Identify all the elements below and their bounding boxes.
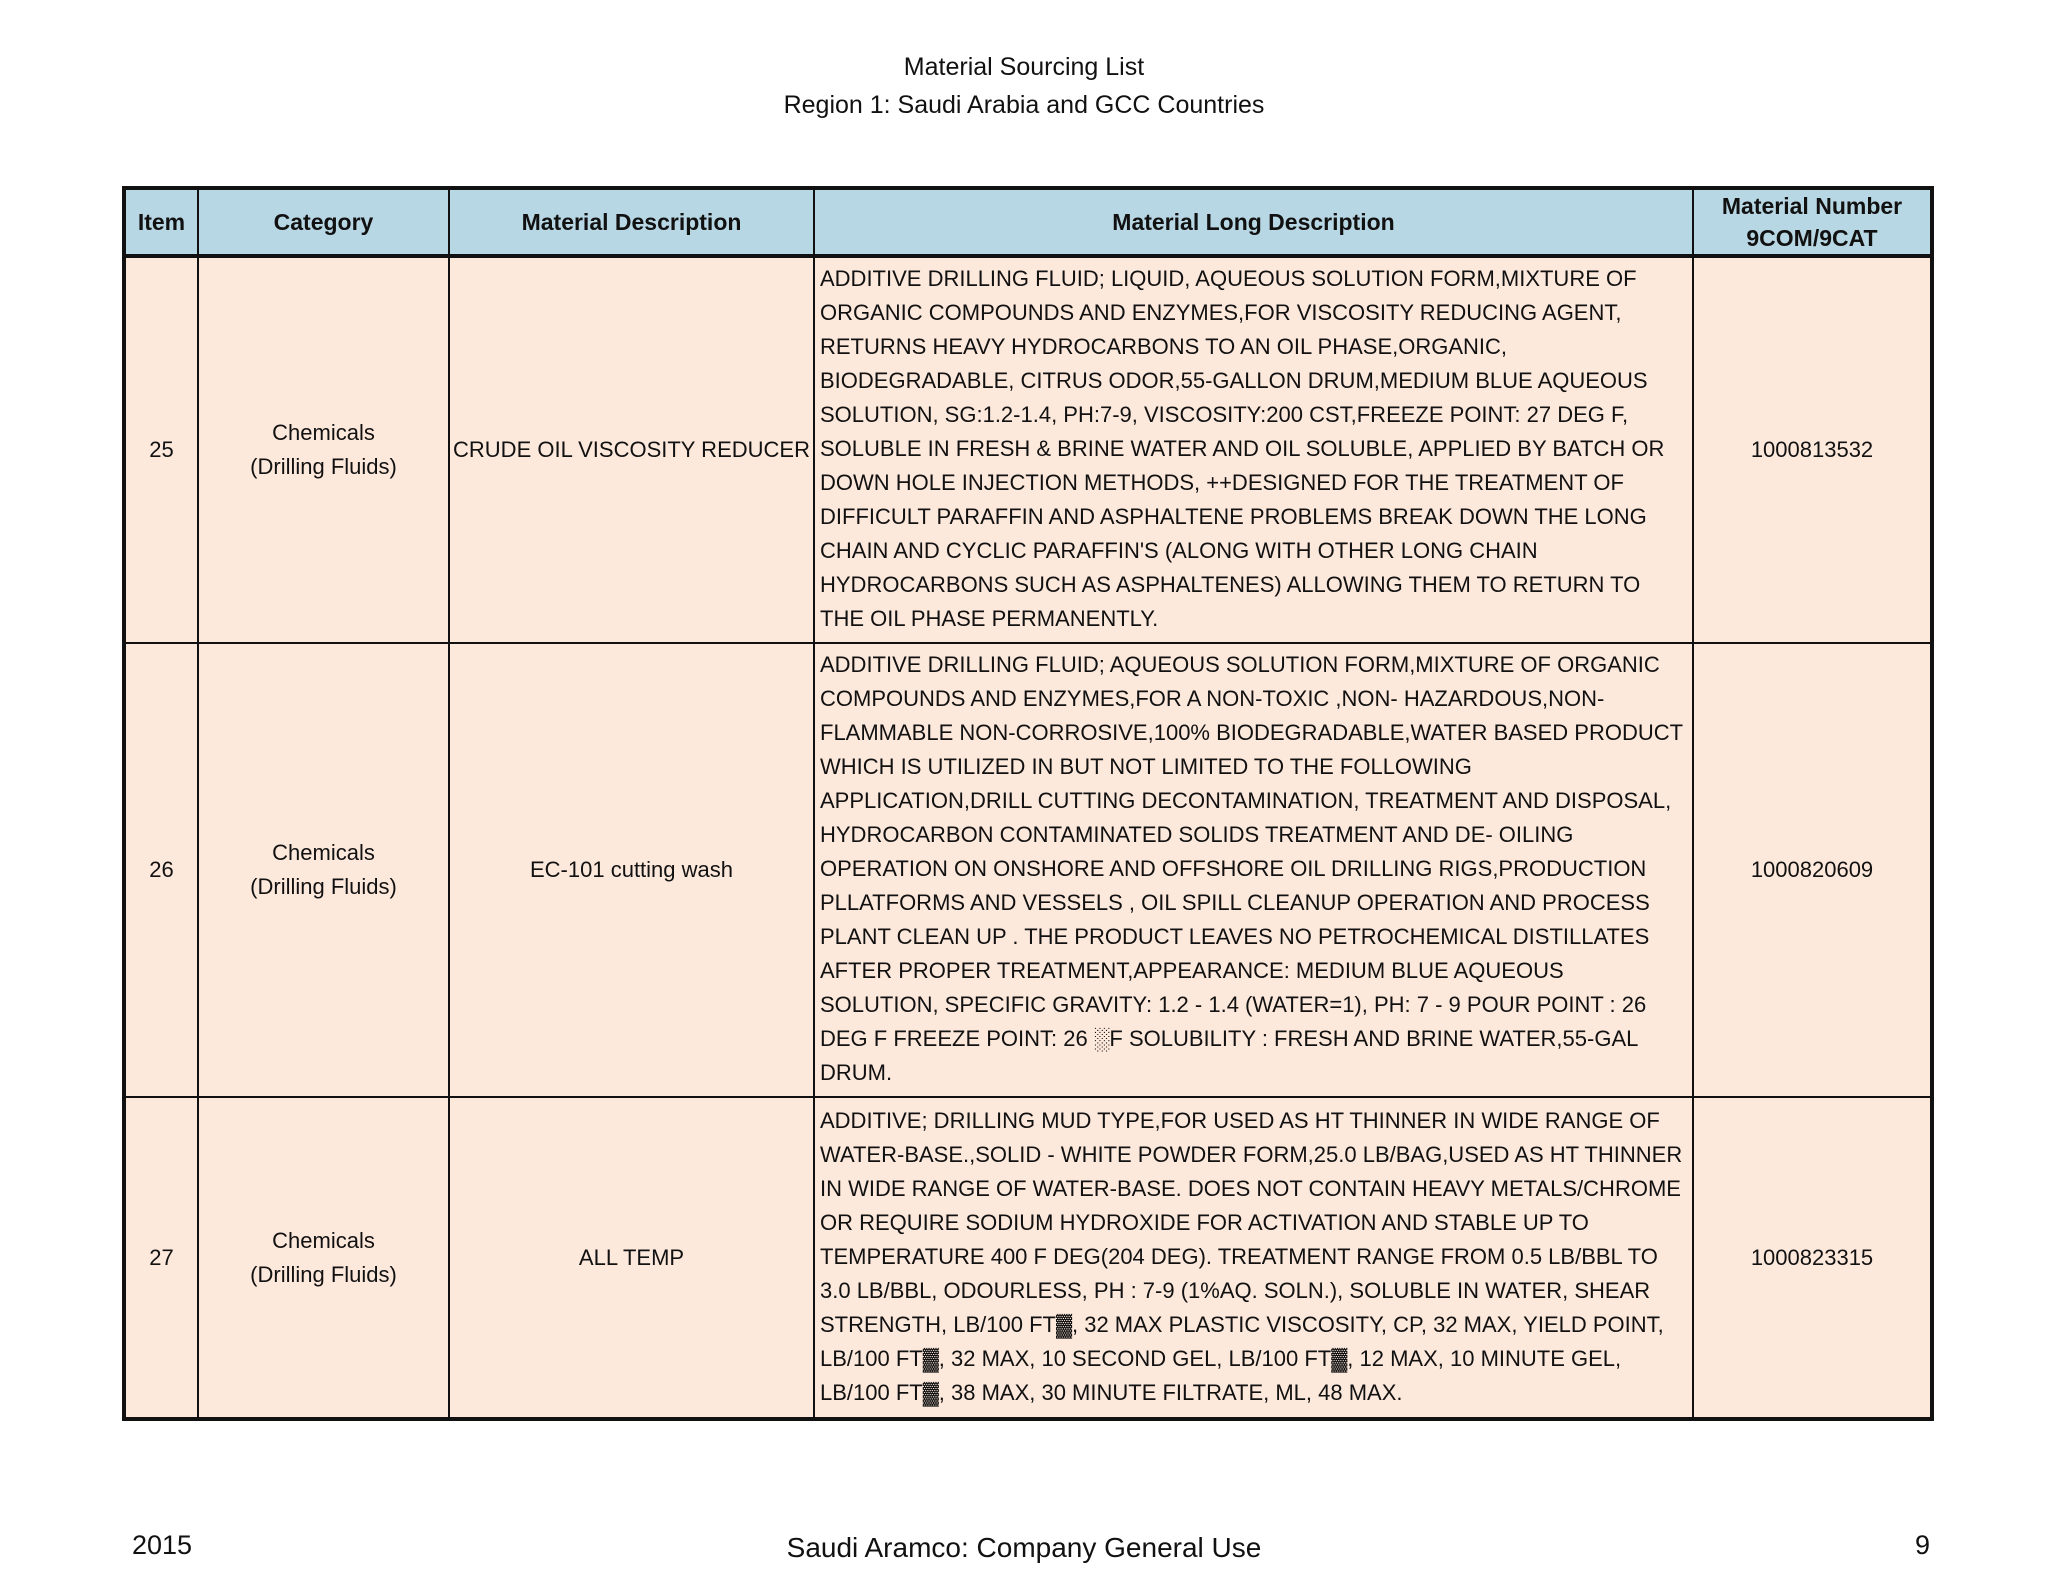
- category-line1: Chemicals: [272, 420, 375, 445]
- cell-material-long-description: ADDITIVE DRILLING FLUID; AQUEOUS SOLUTION FORM,MIXTURE OF ORGANIC COMPOUNDS AND ENZYMES,FOR A NON-TOXIC ,NON- HAZARDOUS,NON-FLAMMABLE NON-CORROSIVE,100% BIODEGRADABLE,WATER BASED PRODUCT WHICH IS UTILIZED IN BUT NOT LIMITED TO THE FOLLOWING APPLICATION,DRILL CUTTING DECONTAMINATION, TREATMENT AND DISPOSAL, HYDROCARBON CONTAMINATED SOLIDS TREATMENT AND DE- OILING OPERATION ON ONSHORE AND OFFSHORE OIL DRILLING RIGS,PRODUCTION PLLATFORMS AND VESSELS , OIL SPILL CLEANUP OPERATION AND PROCESS PLANT CLEAN UP . THE PRODUCT LEAVES NO PETROCHEMICAL DISTILLATES AFTER PROPER TREATMENT,APPEARANCE: MEDIUM BLUE AQUEOUS SOLUTION, SPECIFIC GRAVITY: 1.2 - 1.4 (WATER=1), PH: 7 - 9 POUR POINT : 26 DEG F FREEZE POINT: 26 ░F SOLUBILITY : FRESH AND BRINE WATER,55-GAL DRUM.: [814, 643, 1693, 1097]
- cell-material-number: 1000813532: [1693, 256, 1932, 643]
- cell-item: 27: [124, 1097, 198, 1419]
- category-line2: (Drilling Fluids): [250, 1261, 397, 1287]
- cell-material-description: EC-101 cutting wash: [449, 643, 814, 1097]
- footer-page-number: 9: [1914, 1530, 1930, 1560]
- cell-item: 26: [124, 643, 198, 1097]
- cell-category: [198, 643, 449, 1097]
- category-line1: Chemicals: [272, 1227, 375, 1253]
- cell-category: [198, 1097, 449, 1419]
- material-sourcing-table: [122, 186, 1934, 1421]
- footer-classification: Saudi Aramco: Company General Use: [786, 1532, 1262, 1563]
- cell-material-long-description: ADDITIVE; DRILLING MUD TYPE,FOR USED AS HT THINNER IN WIDE RANGE OF WATER-BASE.,SOLID - WHITE POWDER FORM,25.0 LB/BAG,USED AS HT THINNER IN WIDE RANGE OF WATER-BASE. DOES NOT CONTAIN HEAVY METALS/CHROME OR REQUIRE SODIUM HYDROXIDE FOR ACTIVATION AND STABLE UP TO TEMPERATURE 400 F DEG(204 DEG). TREATMENT RANGE FROM 0.5 LB/BBL TO 3.0 LB/BBL, ODOURLESS, PH : 7-9 (1%AQ. SOLN.), SOLUBLE IN WATER, SHEAR STRENGTH, LB/100 FT▓, 32 MAX PLASTIC VISCOSITY, CP, 32 MAX, YIELD POINT, LB/100 FT▓, 32 MAX, 10 SECOND GEL, LB/100 FT▓, 12 MAX, 10 MINUTE GEL, LB/100 FT▓, 38 MAX, 30 MINUTE FILTRATE, ML, 48 MAX.: [814, 1097, 1693, 1419]
- table-header-row: [124, 188, 1932, 256]
- table-row: [124, 643, 1932, 1097]
- column-header-material-description: Material Description: [449, 188, 814, 256]
- page-title: Material Sourcing List: [903, 53, 1145, 81]
- table-row: [124, 1097, 1932, 1419]
- column-header-material-long-description: Material Long Description: [814, 188, 1693, 256]
- column-header-category: Category: [198, 188, 449, 256]
- column-header-material-number: [1693, 188, 1932, 256]
- cell-material-description: CRUDE OIL VISCOSITY REDUCER: [449, 256, 814, 643]
- category-line2: (Drilling Fluids): [250, 874, 397, 899]
- cell-material-description: ALL TEMP: [449, 1097, 814, 1419]
- category-line2: (Drilling Fluids): [250, 454, 397, 479]
- column-header-item: Item: [124, 188, 198, 256]
- cell-category: [198, 256, 449, 643]
- document-title-block: [0, 48, 2048, 124]
- cell-material-number: 1000820609: [1693, 643, 1932, 1097]
- cell-material-long-description: ADDITIVE DRILLING FLUID; LIQUID, AQUEOUS SOLUTION FORM,MIXTURE OF ORGANIC COMPOUNDS AND ENZYMES,FOR VISCOSITY REDUCING AGENT, RETURNS HEAVY HYDROCARBONS TO AN OIL PHASE,ORGANIC, BIODEGRADABLE, CITRUS ODOR,55-GALLON DRUM,MEDIUM BLUE AQUEOUS SOLUTION, SG:1.2-1.4, PH:7-9, VISCOSITY:200 CST,FREEZE POINT: 27 DEG F, SOLUBLE IN FRESH & BRINE WATER AND OIL SOLUBLE, APPLIED BY BATCH OR DOWN HOLE INJECTION METHODS, ++DESIGNED FOR THE TREATMENT OF DIFFICULT PARAFFIN AND ASPHALTENE PROBLEMS BREAK DOWN THE LONG CHAIN AND CYCLIC PARAFFIN'S (ALONG WITH OTHER LONG CHAIN HYDROCARBONS SUCH AS ASPHALTENES) ALLOWING THEM TO RETURN TO THE OIL PHASE PERMANENTLY.: [814, 256, 1693, 643]
- table-row: [124, 256, 1932, 643]
- column-header-material-number-line1: Material Number: [1721, 193, 1903, 219]
- page-subtitle: Region 1: Saudi Arabia and GCC Countries: [783, 91, 1265, 119]
- cell-material-number: 1000823315: [1693, 1097, 1932, 1419]
- cell-item: 25: [124, 256, 198, 643]
- category-line1: Chemicals: [272, 840, 375, 865]
- column-header-material-number-line2: 9COM/9CAT: [1746, 225, 1878, 251]
- footer-year: 2015: [132, 1530, 193, 1560]
